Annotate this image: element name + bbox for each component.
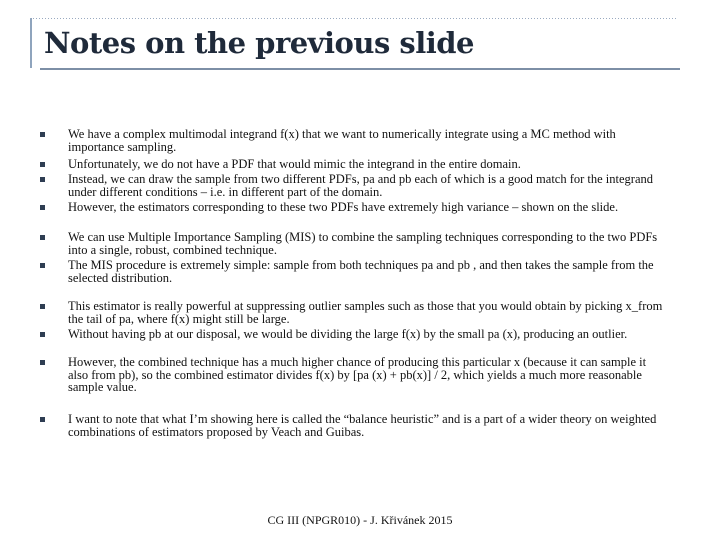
- square-bullet-icon: [40, 360, 45, 365]
- bullet-text: I want to note that what I’m showing here is called the “balance heuristic” and is a part of a wider theory on weighted combinations of estimators proposed by Veach and Guibas.: [68, 412, 657, 439]
- square-bullet-icon: [40, 235, 45, 240]
- square-bullet-icon: [40, 417, 45, 422]
- square-bullet-icon: [40, 304, 45, 309]
- bullet-text: Instead, we can draw the sample from two different PDFs, pa and pb each of which is a good match for the integrand under different conditions – i.e. in different part of the domain.: [68, 172, 654, 199]
- square-bullet-icon: [40, 132, 45, 137]
- bullet-text: We can use Multiple Importance Sampling (MIS) to combine the sampling techniques corresponding to the two PDFs into a single, robust, combined technique.: [68, 230, 658, 257]
- square-bullet-icon: [40, 177, 45, 182]
- square-bullet-icon: [40, 162, 45, 167]
- square-bullet-icon: [40, 263, 45, 268]
- bullet-text: The MIS procedure is extremely simple: sample from both techniques pa and pb , and then takes the sample from the selected distribution.: [68, 258, 654, 285]
- bullet-text: However, the combined technique has a much higher chance of producing this particular x (because it can sample it also from pb), so the combined estimator divides f(x) by [pa (x) + pb(x)] / 2, which yields a much more reasonable sample value.: [68, 355, 647, 394]
- bullet-text: This estimator is really powerful at suppressing outlier samples such as those that you would obtain by picking x_from the tail of pa, where f(x) might still be large.: [68, 299, 663, 326]
- square-bullet-icon: [40, 332, 45, 337]
- bullet-text: However, the estimators corresponding to these two PDFs have extremely high variance – shown on the slide.: [68, 200, 619, 214]
- slide-footer: CG III (NPGR010) - J. Křivánek 2015: [267, 513, 453, 527]
- bullet-text: We have a complex multimodal integrand f(x) that we want to numerically integrate using a MC method with importance sampling.: [68, 127, 616, 154]
- square-bullet-icon: [40, 205, 45, 210]
- slide-title: Notes on the previous slide: [44, 26, 474, 60]
- bullet-text: Without having pb at our disposal, we would be dividing the large f(x) by the small pa (x), producing an outlier.: [68, 327, 628, 341]
- bullet-text: Unfortunately, we do not have a PDF that would mimic the integrand in the entire domain.: [68, 157, 521, 171]
